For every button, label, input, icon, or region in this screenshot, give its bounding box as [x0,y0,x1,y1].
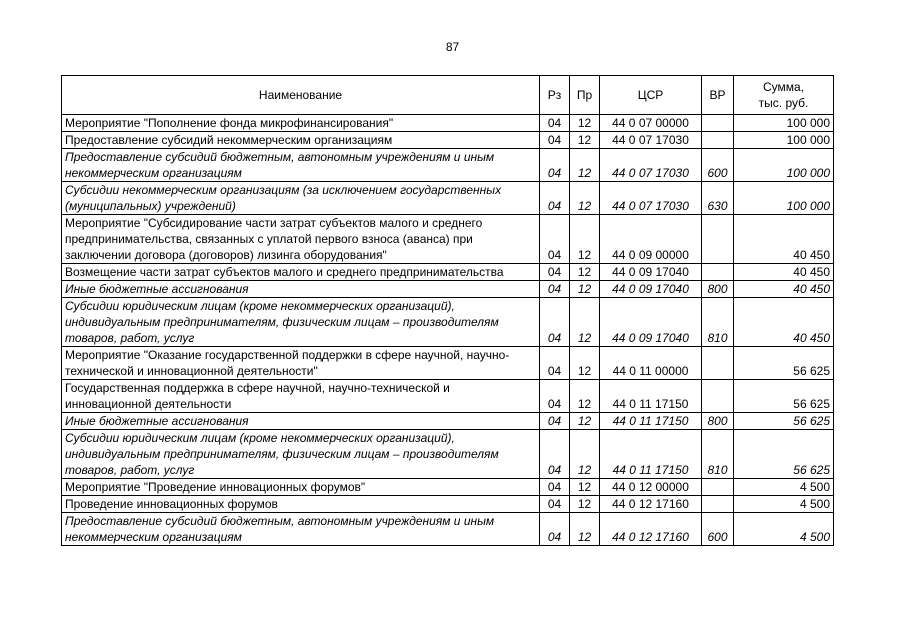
cell-rz: 04 [540,430,570,479]
cell-vr: 600 [702,513,734,546]
header-pr: Пр [570,76,600,115]
budget-table [61,75,834,546]
cell-rz: 04 [540,182,570,215]
header-rz: Рз [540,76,570,115]
cell-name: Предоставление субсидий некоммерческим организациям [62,132,540,149]
header-vr: ВР [702,76,734,115]
cell-vr: 630 [702,182,734,215]
header-sum-line2: тыс. руб. [758,96,809,110]
cell-name: Предоставление субсидий бюджетным, автономным учреждениям и иным некоммерческим организациям [62,149,540,182]
cell-rz: 04 [540,479,570,496]
cell-sum: 56 625 [734,347,834,380]
cell-name: Субсидии юридическим лицам (кроме некоммерческих организаций), индивидуальным предпринимателям, физическим лицам – производителям товаров, работ, услуг [62,298,540,347]
cell-vr [702,264,734,281]
cell-vr [702,132,734,149]
table-row [62,264,834,281]
cell-name: Мероприятие "Пополнение фонда микрофинансирования" [62,115,540,132]
cell-vr: 810 [702,298,734,347]
cell-pr: 12 [570,413,600,430]
header-sum [734,76,834,115]
cell-name: Иные бюджетные ассигнования [62,413,540,430]
table-row [62,380,834,413]
table-row [62,479,834,496]
table-row [62,496,834,513]
cell-rz: 04 [540,132,570,149]
table-row [62,347,834,380]
table-row [62,182,834,215]
cell-name: Предоставление субсидий бюджетным, автономным учреждениям и иным некоммерческим организациям [62,513,540,546]
cell-vr: 800 [702,413,734,430]
cell-csr: 44 0 09 17040 [600,264,702,281]
cell-vr [702,479,734,496]
cell-name: Субсидии некоммерческим организациям (за исключением государственных (муниципальных) учреждений) [62,182,540,215]
cell-pr: 12 [570,215,600,264]
cell-pr: 12 [570,479,600,496]
table-row [62,298,834,347]
cell-pr: 12 [570,264,600,281]
header-sum-line1: Сумма, [762,80,805,94]
header-csr: ЦСР [600,76,702,115]
cell-pr: 12 [570,430,600,479]
cell-sum: 40 450 [734,281,834,298]
cell-name: Субсидии юридическим лицам (кроме некоммерческих организаций), индивидуальным предпринимателям, физическим лицам – производителям товаров, работ, услуг [62,430,540,479]
cell-sum: 100 000 [734,149,834,182]
table-header-row [62,76,834,115]
cell-vr: 600 [702,149,734,182]
cell-rz: 04 [540,347,570,380]
table-row [62,413,834,430]
cell-rz: 04 [540,298,570,347]
cell-pr: 12 [570,380,600,413]
cell-sum: 40 450 [734,215,834,264]
cell-sum: 56 625 [734,413,834,430]
cell-vr [702,380,734,413]
cell-rz: 04 [540,115,570,132]
header-name: Наименование [62,76,540,115]
cell-rz: 04 [540,264,570,281]
cell-rz: 04 [540,215,570,264]
cell-csr: 44 0 12 17160 [600,496,702,513]
cell-csr: 44 0 12 00000 [600,479,702,496]
cell-csr: 44 0 07 17030 [600,132,702,149]
cell-pr: 12 [570,115,600,132]
table-row [62,513,834,546]
cell-name: Возмещение части затрат субъектов малого и среднего предпринимательства [62,264,540,281]
cell-sum: 40 450 [734,298,834,347]
cell-csr: 44 0 11 17150 [600,430,702,479]
cell-vr [702,215,734,264]
cell-vr [702,496,734,513]
cell-csr: 44 0 09 17040 [600,298,702,347]
table-row [62,149,834,182]
cell-csr: 44 0 11 00000 [600,347,702,380]
cell-rz: 04 [540,149,570,182]
cell-pr: 12 [570,496,600,513]
cell-sum: 4 500 [734,513,834,546]
cell-csr: 44 0 09 17040 [600,281,702,298]
table-row [62,281,834,298]
cell-pr: 12 [570,513,600,546]
cell-sum: 100 000 [734,182,834,215]
cell-sum: 100 000 [734,115,834,132]
cell-name: Государственная поддержка в сфере научной, научно-технической и инновационной деятельности [62,380,540,413]
cell-rz: 04 [540,281,570,298]
table-row [62,430,834,479]
cell-name: Мероприятие "Субсидирование части затрат субъектов малого и среднего предпринимательства, связанных с уплатой первого взноса (аванса) при заключении договора (договоров) лизинга оборудования" [62,215,540,264]
table-row [62,215,834,264]
cell-sum: 4 500 [734,496,834,513]
cell-sum: 100 000 [734,132,834,149]
cell-sum: 56 625 [734,430,834,479]
cell-name: Иные бюджетные ассигнования [62,281,540,298]
cell-rz: 04 [540,413,570,430]
cell-csr: 44 0 07 17030 [600,149,702,182]
cell-sum: 56 625 [734,380,834,413]
cell-csr: 44 0 09 00000 [600,215,702,264]
cell-sum: 40 450 [734,264,834,281]
cell-name: Проведение инновационных форумов [62,496,540,513]
cell-csr: 44 0 07 00000 [600,115,702,132]
table-row [62,115,834,132]
cell-csr: 44 0 11 17150 [600,380,702,413]
table-row [62,132,834,149]
cell-csr: 44 0 07 17030 [600,182,702,215]
cell-pr: 12 [570,132,600,149]
cell-pr: 12 [570,182,600,215]
cell-rz: 04 [540,513,570,546]
cell-rz: 04 [540,496,570,513]
cell-name: Мероприятие "Проведение инновационных форумов" [62,479,540,496]
cell-sum: 4 500 [734,479,834,496]
page-number: 87 [445,40,460,54]
cell-vr: 810 [702,430,734,479]
cell-name: Мероприятие "Оказание государственной поддержки в сфере научной, научно-технической и инновационной деятельности" [62,347,540,380]
cell-pr: 12 [570,281,600,298]
cell-pr: 12 [570,149,600,182]
cell-vr [702,115,734,132]
cell-pr: 12 [570,347,600,380]
cell-csr: 44 0 12 17160 [600,513,702,546]
cell-pr: 12 [570,298,600,347]
cell-csr: 44 0 11 17150 [600,413,702,430]
cell-vr: 800 [702,281,734,298]
cell-rz: 04 [540,380,570,413]
table-body [62,115,834,546]
cell-vr [702,347,734,380]
